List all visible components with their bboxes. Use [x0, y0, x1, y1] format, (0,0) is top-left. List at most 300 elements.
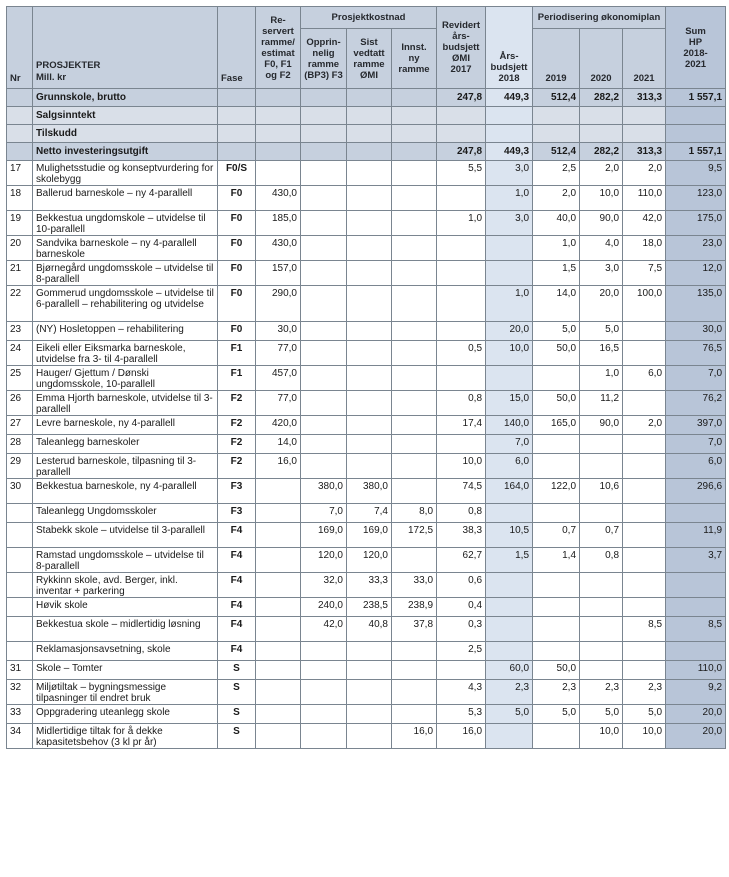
cell-innst-ny [392, 391, 437, 416]
cell-revidert-2017: 0,8 [437, 504, 486, 523]
table-row [7, 89, 726, 107]
cell-sist-vedtatt [347, 186, 392, 211]
col-header-2020 [580, 29, 623, 89]
cell-reservert: 290,0 [256, 286, 301, 322]
cell-fase: F0 [218, 186, 256, 211]
table-row [7, 322, 726, 341]
investment-table-container [6, 6, 725, 749]
cell-project-name: Levre barneskole, ny 4-parallell [33, 416, 218, 435]
cell-innst-ny: 33,0 [392, 573, 437, 598]
cell-sum-hp: 175,0 [666, 211, 726, 236]
cell-2021: 5,0 [623, 705, 666, 724]
cell-sum-hp: 3,7 [666, 548, 726, 573]
cell-opprinnelig: 42,0 [301, 617, 347, 642]
cell-sist-vedtatt: 380,0 [347, 479, 392, 504]
cell-2019: 1,5 [533, 261, 580, 286]
cell-fase: F4 [218, 573, 256, 598]
cell-sum-hp: 135,0 [666, 286, 726, 322]
table-row [7, 617, 726, 642]
cell-sum-hp: 20,0 [666, 705, 726, 724]
cell-nr [7, 548, 33, 573]
cell-fase: F0 [218, 261, 256, 286]
cell-fase: F2 [218, 416, 256, 435]
cell-2021: 100,0 [623, 286, 666, 322]
cell-fase: F4 [218, 617, 256, 642]
cell-sum-hp: 296,6 [666, 479, 726, 504]
cell-2019: 165,0 [533, 416, 580, 435]
cell-project-name: Gommerud ungdomsskole – utvidelse til 6-parallell – rehabilitering og utvidelse [33, 286, 218, 322]
cell-2019: 50,0 [533, 341, 580, 366]
cell-2019 [533, 366, 580, 391]
cell-arsbudsjett-2018: 3,0 [486, 161, 533, 186]
cell-nr: 18 [7, 186, 33, 211]
cell-sist-vedtatt [347, 161, 392, 186]
cell-sist-vedtatt [347, 391, 392, 416]
cell-2020: 2,3 [580, 680, 623, 705]
cell-arsbudsjett-2018: 7,0 [486, 435, 533, 454]
cell-innst-ny [392, 211, 437, 236]
cell-arsbudsjett-2018: 164,0 [486, 479, 533, 504]
cell-opprinnelig [301, 286, 347, 322]
cell-arsbudsjett-2018: 5,0 [486, 705, 533, 724]
col-header-revidert-label: Revidert års- budsjett ØMI 2017 [442, 20, 481, 75]
cell-project-name: Eikeli eller Eiksmarka barneskole, utvidelse fra 3- til 4-parallell [33, 341, 218, 366]
cell-project-name: Grunnskole, brutto [33, 89, 218, 107]
cell-reservert [256, 479, 301, 504]
cell-project-name: Bekkestua ungdomskole – utvidelse til 10-parallell [33, 211, 218, 236]
cell-2019 [533, 724, 580, 749]
cell-2020: 90,0 [580, 211, 623, 236]
cell-2020 [580, 617, 623, 642]
cell-2019: 512,4 [533, 89, 580, 107]
table-row [7, 724, 726, 749]
cell-2021 [623, 598, 666, 617]
cell-arsbudsjett-2018: 3,0 [486, 211, 533, 236]
cell-fase: S [218, 661, 256, 680]
cell-nr: 29 [7, 454, 33, 479]
cell-project-name: Bjørnegård ungdomsskole – utvidelse til 8-parallell [33, 261, 218, 286]
cell-revidert-2017 [437, 366, 486, 391]
cell-sum-hp [666, 504, 726, 523]
cell-fase: F0/S [218, 161, 256, 186]
col-header-innst-ny [392, 29, 437, 89]
cell-opprinnelig [301, 186, 347, 211]
cell-2020 [580, 598, 623, 617]
cell-sum-hp: 1 557,1 [666, 143, 726, 161]
cell-reservert [256, 89, 301, 107]
cell-sum-hp [666, 598, 726, 617]
cell-arsbudsjett-2018: 6,0 [486, 454, 533, 479]
table-row [7, 416, 726, 435]
cell-fase: S [218, 705, 256, 724]
cell-2019: 1,0 [533, 236, 580, 261]
table-row [7, 598, 726, 617]
cell-reservert: 77,0 [256, 391, 301, 416]
cell-2019: 512,4 [533, 143, 580, 161]
cell-opprinnelig: 240,0 [301, 598, 347, 617]
cell-2020: 4,0 [580, 236, 623, 261]
table-row [7, 186, 726, 211]
table-row [7, 286, 726, 322]
cell-revidert-2017 [437, 107, 486, 125]
cell-nr: 24 [7, 341, 33, 366]
cell-2021 [623, 479, 666, 504]
cell-2019 [533, 435, 580, 454]
cell-2020: 282,2 [580, 89, 623, 107]
table-row [7, 504, 726, 523]
cell-2019: 14,0 [533, 286, 580, 322]
table-row [7, 661, 726, 680]
cell-nr [7, 523, 33, 548]
cell-revidert-2017: 16,0 [437, 724, 486, 749]
cell-innst-ny [392, 89, 437, 107]
cell-sist-vedtatt [347, 261, 392, 286]
cell-revidert-2017: 5,5 [437, 161, 486, 186]
cell-sum-hp: 7,0 [666, 435, 726, 454]
cell-arsbudsjett-2018: 140,0 [486, 416, 533, 435]
cell-nr: 20 [7, 236, 33, 261]
cell-project-name: Tilskudd [33, 125, 218, 143]
cell-2020: 5,0 [580, 705, 623, 724]
cell-2019 [533, 598, 580, 617]
cell-reservert: 16,0 [256, 454, 301, 479]
cell-2020: 2,0 [580, 161, 623, 186]
cell-revidert-2017: 4,3 [437, 680, 486, 705]
col-header-nr [7, 7, 33, 89]
cell-2019 [533, 107, 580, 125]
cell-sum-hp [666, 125, 726, 143]
cell-2019: 2,5 [533, 161, 580, 186]
cell-project-name: Mulighetsstudie og konseptvurdering for skolebygg [33, 161, 218, 186]
cell-innst-ny: 37,8 [392, 617, 437, 642]
cell-reservert [256, 504, 301, 523]
cell-2020: 16,5 [580, 341, 623, 366]
cell-sum-hp: 6,0 [666, 454, 726, 479]
cell-sum-hp [666, 107, 726, 125]
cell-sum-hp: 7,0 [666, 366, 726, 391]
cell-2019: 50,0 [533, 661, 580, 680]
cell-nr [7, 617, 33, 642]
cell-innst-ny [392, 286, 437, 322]
table-row [7, 143, 726, 161]
cell-sist-vedtatt [347, 680, 392, 705]
cell-reservert [256, 548, 301, 573]
cell-2021: 313,3 [623, 143, 666, 161]
cell-revidert-2017 [437, 125, 486, 143]
cell-revidert-2017: 10,0 [437, 454, 486, 479]
cell-fase [218, 143, 256, 161]
cell-2021 [623, 573, 666, 598]
cell-2021: 42,0 [623, 211, 666, 236]
cell-fase: F0 [218, 236, 256, 261]
cell-arsbudsjett-2018 [486, 598, 533, 617]
cell-2019 [533, 454, 580, 479]
cell-opprinnelig [301, 435, 347, 454]
cell-sist-vedtatt: 40,8 [347, 617, 392, 642]
cell-sist-vedtatt [347, 125, 392, 143]
cell-sist-vedtatt [347, 107, 392, 125]
cell-opprinnelig [301, 107, 347, 125]
col-header-fase-label: Fase [221, 73, 243, 84]
cell-revidert-2017: 0,3 [437, 617, 486, 642]
cell-sum-hp: 20,0 [666, 724, 726, 749]
cell-sist-vedtatt [347, 724, 392, 749]
table-row [7, 435, 726, 454]
cell-2021: 18,0 [623, 236, 666, 261]
cell-nr: 31 [7, 661, 33, 680]
col-header-2019-label: 2019 [545, 73, 567, 84]
cell-arsbudsjett-2018 [486, 617, 533, 642]
col-header-millkr-label: Mill. kr [36, 72, 67, 83]
cell-2021 [623, 107, 666, 125]
cell-opprinnelig [301, 454, 347, 479]
cell-project-name: Stabekk skole – utvidelse til 3-parallell [33, 523, 218, 548]
cell-project-name: Taleanlegg Ungdomsskoler [33, 504, 218, 523]
cell-reservert [256, 125, 301, 143]
cell-nr: 30 [7, 479, 33, 504]
cell-reservert: 14,0 [256, 435, 301, 454]
table-row [7, 211, 726, 236]
cell-sist-vedtatt [347, 454, 392, 479]
cell-2021 [623, 454, 666, 479]
cell-sist-vedtatt [347, 661, 392, 680]
cell-opprinnelig: 120,0 [301, 548, 347, 573]
cell-revidert-2017: 1,0 [437, 211, 486, 236]
cell-project-name: Skole – Tomter [33, 661, 218, 680]
cell-reservert [256, 617, 301, 642]
cell-sist-vedtatt [347, 89, 392, 107]
table-row [7, 366, 726, 391]
cell-fase: F2 [218, 435, 256, 454]
cell-fase: F0 [218, 211, 256, 236]
cell-project-name: Bekkestua skole – midlertidig løsning [33, 617, 218, 642]
cell-arsbudsjett-2018 [486, 261, 533, 286]
cell-revidert-2017: 5,3 [437, 705, 486, 724]
col-header-prosjekter [33, 7, 218, 89]
cell-opprinnelig [301, 211, 347, 236]
cell-innst-ny [392, 125, 437, 143]
cell-2021 [623, 504, 666, 523]
col-header-2020-label: 2020 [590, 73, 612, 84]
cell-revidert-2017: 0,4 [437, 598, 486, 617]
cell-opprinnelig [301, 724, 347, 749]
table-row [7, 548, 726, 573]
cell-arsbudsjett-2018: 2,3 [486, 680, 533, 705]
cell-2020 [580, 454, 623, 479]
cell-sum-hp: 12,0 [666, 261, 726, 286]
cell-reservert [256, 107, 301, 125]
table-row [7, 523, 726, 548]
cell-sist-vedtatt [347, 705, 392, 724]
cell-revidert-2017: 2,5 [437, 642, 486, 661]
cell-2020: 5,0 [580, 322, 623, 341]
cell-arsbudsjett-2018 [486, 642, 533, 661]
cell-project-name: Lesterud barneskole, tilpasning til 3-parallell [33, 454, 218, 479]
cell-2019: 5,0 [533, 705, 580, 724]
cell-fase: F4 [218, 548, 256, 573]
cell-revidert-2017 [437, 236, 486, 261]
cell-innst-ny [392, 186, 437, 211]
cell-revidert-2017 [437, 322, 486, 341]
cell-2021: 2,3 [623, 680, 666, 705]
cell-fase: S [218, 724, 256, 749]
cell-fase: F3 [218, 479, 256, 504]
cell-reservert [256, 724, 301, 749]
cell-innst-ny [392, 454, 437, 479]
col-group-prosjektkostnad-label: Prosjektkostnad [331, 12, 406, 23]
cell-2019: 2,0 [533, 186, 580, 211]
cell-2021 [623, 548, 666, 573]
cell-innst-ny: 16,0 [392, 724, 437, 749]
table-row [7, 391, 726, 416]
cell-project-name: Reklamasjonsavsetning, skole [33, 642, 218, 661]
cell-opprinnelig [301, 89, 347, 107]
cell-sist-vedtatt [347, 322, 392, 341]
cell-revidert-2017 [437, 286, 486, 322]
cell-sist-vedtatt: 169,0 [347, 523, 392, 548]
cell-opprinnelig [301, 642, 347, 661]
col-header-reservert-label: Re- servert ramme/ estimat F0, F1 og F2 [261, 14, 295, 81]
cell-fase: F3 [218, 504, 256, 523]
cell-sum-hp: 11,9 [666, 523, 726, 548]
cell-innst-ny: 8,0 [392, 504, 437, 523]
cell-sist-vedtatt [347, 435, 392, 454]
cell-2021: 7,5 [623, 261, 666, 286]
cell-2020: 10,0 [580, 724, 623, 749]
cell-opprinnelig: 380,0 [301, 479, 347, 504]
cell-sum-hp: 30,0 [666, 322, 726, 341]
cell-revidert-2017: 0,5 [437, 341, 486, 366]
cell-fase: F0 [218, 286, 256, 322]
cell-sum-hp: 76,2 [666, 391, 726, 416]
cell-opprinnelig [301, 680, 347, 705]
cell-sist-vedtatt [347, 211, 392, 236]
col-header-2021 [623, 29, 666, 89]
cell-2020: 1,0 [580, 366, 623, 391]
cell-2019: 0,7 [533, 523, 580, 548]
cell-2020: 0,8 [580, 548, 623, 573]
cell-2021 [623, 341, 666, 366]
cell-fase [218, 107, 256, 125]
cell-sum-hp: 1 557,1 [666, 89, 726, 107]
cell-project-name: Rykkinn skole, avd. Berger, inkl. inventar + parkering [33, 573, 218, 598]
cell-2019: 40,0 [533, 211, 580, 236]
cell-2021 [623, 523, 666, 548]
cell-sum-hp: 76,5 [666, 341, 726, 366]
cell-fase: F2 [218, 454, 256, 479]
cell-innst-ny [392, 661, 437, 680]
cell-innst-ny [392, 143, 437, 161]
col-header-prosjekter-label: PROSJEKTER [36, 60, 101, 71]
cell-2020: 282,2 [580, 143, 623, 161]
cell-innst-ny: 238,9 [392, 598, 437, 617]
cell-sum-hp: 397,0 [666, 416, 726, 435]
cell-innst-ny [392, 366, 437, 391]
cell-reservert [256, 598, 301, 617]
cell-sum-hp: 123,0 [666, 186, 726, 211]
table-row [7, 261, 726, 286]
cell-innst-ny [392, 548, 437, 573]
cell-sum-hp: 9,5 [666, 161, 726, 186]
cell-sist-vedtatt [347, 143, 392, 161]
cell-nr: 34 [7, 724, 33, 749]
cell-2020 [580, 661, 623, 680]
cell-2021: 110,0 [623, 186, 666, 211]
cell-opprinnelig [301, 661, 347, 680]
cell-innst-ny [392, 705, 437, 724]
cell-arsbudsjett-2018 [486, 504, 533, 523]
cell-nr: 27 [7, 416, 33, 435]
cell-reservert [256, 642, 301, 661]
cell-innst-ny [392, 435, 437, 454]
cell-reservert: 157,0 [256, 261, 301, 286]
cell-2019 [533, 573, 580, 598]
cell-reservert [256, 680, 301, 705]
col-header-opprinnelig [301, 29, 347, 89]
col-header-nr-label: Nr [10, 73, 21, 84]
cell-reservert: 420,0 [256, 416, 301, 435]
cell-2021 [623, 435, 666, 454]
col-header-opprinnelig-label: Opprin- nelig ramme (BP3) F3 [304, 36, 343, 81]
col-header-reservert [256, 7, 301, 89]
cell-reservert [256, 573, 301, 598]
cell-nr: 28 [7, 435, 33, 454]
col-header-sum-label: Sum HP 2018- 2021 [683, 25, 708, 70]
cell-opprinnelig [301, 366, 347, 391]
cell-arsbudsjett-2018: 60,0 [486, 661, 533, 680]
cell-project-name: Sandvika barneskole – ny 4-parallell barneskole [33, 236, 218, 261]
table-row [7, 642, 726, 661]
col-header-sist-vedtatt-label: Sist vedtatt ramme ØMI [353, 36, 385, 81]
cell-innst-ny [392, 107, 437, 125]
cell-reservert [256, 661, 301, 680]
table-header [7, 7, 726, 89]
cell-project-name: Ballerud barneskole – ny 4-parallell [33, 186, 218, 211]
cell-project-name: Oppgradering uteanlegg skole [33, 705, 218, 724]
cell-2019 [533, 504, 580, 523]
cell-revidert-2017: 0,6 [437, 573, 486, 598]
cell-reservert [256, 523, 301, 548]
cell-innst-ny [392, 236, 437, 261]
cell-2021: 313,3 [623, 89, 666, 107]
cell-2021: 10,0 [623, 724, 666, 749]
cell-2019 [533, 617, 580, 642]
cell-innst-ny [392, 479, 437, 504]
cell-innst-ny [392, 680, 437, 705]
cell-fase: S [218, 680, 256, 705]
cell-nr: 22 [7, 286, 33, 322]
cell-2020: 0,7 [580, 523, 623, 548]
cell-sum-hp [666, 642, 726, 661]
cell-innst-ny [392, 341, 437, 366]
cell-reservert: 430,0 [256, 186, 301, 211]
cell-nr: 19 [7, 211, 33, 236]
col-header-sist-vedtatt [347, 29, 392, 89]
table-row [7, 236, 726, 261]
cell-2021 [623, 642, 666, 661]
col-header-revidert [437, 7, 486, 89]
cell-nr: 26 [7, 391, 33, 416]
cell-2021: 2,0 [623, 161, 666, 186]
cell-revidert-2017 [437, 661, 486, 680]
cell-sist-vedtatt: 7,4 [347, 504, 392, 523]
cell-arsbudsjett-2018: 20,0 [486, 322, 533, 341]
cell-opprinnelig [301, 391, 347, 416]
cell-2020: 3,0 [580, 261, 623, 286]
cell-opprinnelig [301, 261, 347, 286]
cell-2021: 8,5 [623, 617, 666, 642]
col-header-arsbudsjett-label: Års- budsjett 2018 [490, 51, 528, 84]
